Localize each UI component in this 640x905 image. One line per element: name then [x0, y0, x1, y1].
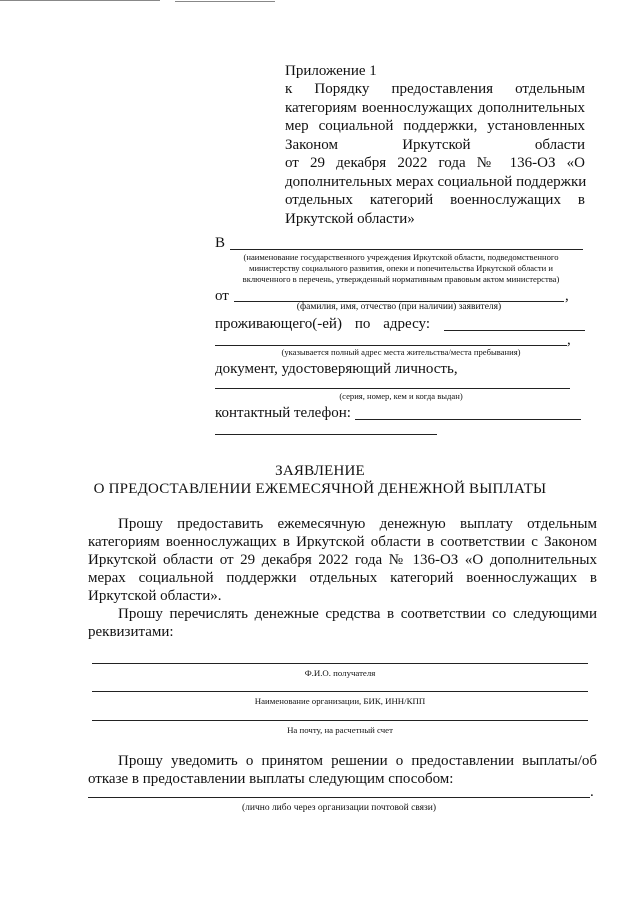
scan-artifact-line — [175, 1, 275, 2]
to-note: включенного в перечень, утвержденный нормативным правовым актом министерства) — [242, 274, 560, 284]
document-heading: ЗАЯВЛЕНИЕ — [275, 463, 365, 479]
scan-artifact-line — [0, 0, 160, 1]
paragraph-1-line: мерах социальной поддержки отдельных категорий военнослужащих в — [88, 570, 597, 586]
address-input-line-2[interactable] — [215, 345, 567, 346]
to-note: министерству социального развития, опеки и попечительства Иркутской области и — [249, 263, 553, 273]
address-input-line[interactable] — [444, 330, 585, 331]
from-label: от — [215, 288, 229, 304]
paragraph-3-line: отказе в предоставлении выплаты следующим способом: — [88, 771, 454, 787]
org-input-line[interactable] — [92, 691, 588, 692]
document-input-line[interactable] — [215, 388, 570, 389]
recipient-input-line[interactable] — [92, 663, 588, 664]
address-note: (указывается полный адрес места жительства/места пребывания) — [281, 347, 521, 357]
appendix-line: мер социальной поддержки, установленных — [285, 118, 585, 134]
paragraph-1-line: Иркутской области». — [88, 588, 222, 604]
from-comma: , — [565, 288, 569, 304]
org-note: Наименование организации, БИК, ИНН/КПП — [254, 696, 426, 706]
address-label: проживающего(-ей) по адресу: — [215, 316, 430, 332]
appendix-line: к Порядку предоставления отдельным — [285, 81, 585, 97]
paragraph-2-line: Прошу перечислять денежные средства в соответствии со следующими — [118, 606, 597, 622]
document-note: (серия, номер, кем и когда выдан) — [339, 391, 463, 401]
appendix-line: категориям военнослужащих дополнительных — [285, 99, 585, 116]
paragraph-1-line: Прошу предоставить ежемесячную денежную выплату отдельным — [118, 516, 597, 532]
paragraph-1-line: категориям военнослужащих в Иркутской области в соответствии с Законом — [88, 534, 597, 550]
paragraph-2-line: реквизитами: — [88, 624, 174, 640]
from-note: (фамилия, имя, отчество (при наличии) заявителя) — [296, 302, 502, 312]
phone-label: контактный телефон: — [215, 405, 351, 421]
paragraph-1-line: Иркутской области от 29 декабря 2022 года № 136-ОЗ «О дополнительных — [88, 552, 597, 568]
to-note: (наименование государственного учреждения Иркутской области, подведомственного — [243, 252, 559, 262]
document-label: документ, удостоверяющий личность, — [215, 361, 458, 377]
appendix-line: дополнительных мерах социальной поддержки — [285, 173, 587, 190]
to-label: В — [215, 235, 226, 251]
account-note: На почту, на расчетный счет — [287, 725, 393, 735]
appendix-line: от 29 декабря 2022 года № 136-ОЗ «О — [285, 155, 585, 171]
phone-input-line[interactable] — [355, 419, 581, 420]
account-input-line[interactable] — [92, 720, 588, 721]
appendix-line: Иркутской области» — [285, 210, 415, 227]
document-subheading: О ПРЕДОСТАВЛЕНИИ ЕЖЕМЕСЯЧНОЙ ДЕНЕЖНОЙ ВЫПЛАТЫ — [93, 481, 547, 497]
appendix-line: Законом Иркутской области — [285, 136, 585, 153]
appendix-title: Приложение 1 — [285, 63, 377, 79]
appendix-line: отдельных категорий военнослужащих в — [285, 192, 585, 208]
recipient-note: Ф.И.О. получателя — [304, 668, 376, 678]
address-comma: , — [567, 332, 571, 348]
method-period: . — [590, 784, 594, 800]
paragraph-3-line: Прошу уведомить о принятом решении о предоставлении выплаты/об — [118, 753, 597, 769]
method-input-line[interactable] — [88, 797, 590, 798]
method-note: (лично либо через организации почтовой связи) — [241, 803, 437, 813]
phone-input-line-2[interactable] — [215, 434, 437, 435]
to-input-line[interactable] — [230, 249, 583, 250]
